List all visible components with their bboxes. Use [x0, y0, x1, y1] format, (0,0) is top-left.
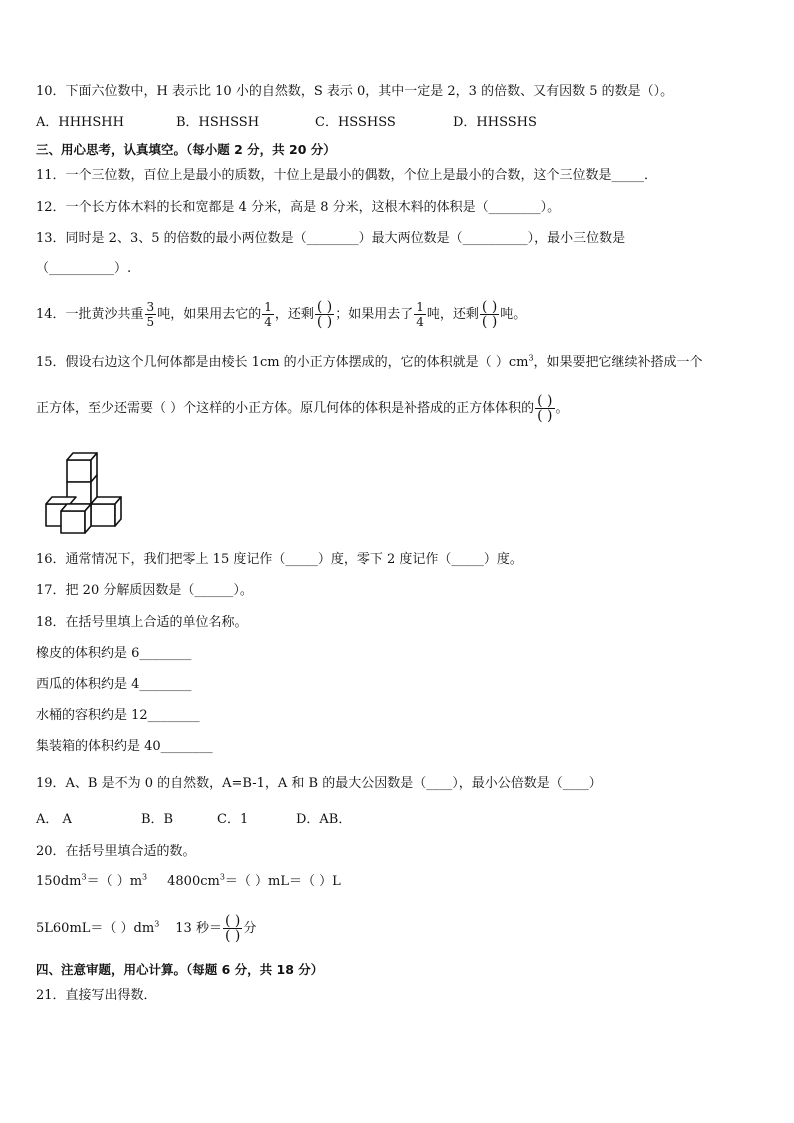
fraction-numerator: 1	[416, 300, 424, 314]
fraction-denominator: 5	[146, 315, 155, 329]
fraction-numerator: ( )	[316, 299, 333, 315]
q20-l1-a: 150dm	[36, 874, 82, 889]
q10-option-a: A．HHHSHH	[36, 115, 124, 130]
q20-l1-d: ＝（ ）mL＝（ ）L	[224, 874, 341, 889]
q14-part3: ，还剩	[274, 307, 314, 322]
q18-title: 18．在括号里填上合适的单位名称。	[36, 615, 248, 630]
q20-line1	[36, 874, 341, 890]
cube-stack-figure	[40, 448, 130, 536]
q21-text: 21．直接写出得数．	[36, 988, 157, 1003]
q14-fraction-3-5	[145, 300, 157, 329]
q20-l1-c: 4800cm	[167, 874, 220, 889]
cube-right	[91, 497, 121, 526]
q15-line1-text: 15．假设右边这个几何体都是由棱长 1cm 的小正方体摆成的，它的体积就是（ ）cm	[36, 355, 529, 370]
q14-part4: ；如果用去了	[335, 307, 414, 322]
q15-line2	[36, 386, 569, 432]
q20-l2-c: 分	[243, 921, 257, 936]
q18-item-bucket: 水桶的容积约是 12________	[36, 708, 200, 723]
q14-part5: 吨，还剩	[426, 307, 479, 322]
section-3-heading: 三、用心思考，认真填空。（每小题 2 分，共 20 分）	[36, 142, 336, 157]
q14-line	[36, 292, 526, 338]
q20-exponent: 3	[219, 872, 225, 882]
q13-text-line1: 13．同时是 2、3、5 的倍数的最小两位数是（________）最大两位数是（__________），最小三位数是	[36, 231, 626, 246]
q10-text: 10．下面六位数中，H 表示比 10 小的自然数，S 表示 0，其中一定是 2，3 的倍数、又有因数 5 的数是（）。	[36, 84, 674, 99]
q19-option-d: D．AB．	[296, 812, 352, 827]
q19-option-c: C．1	[217, 812, 249, 827]
fraction-denominator: ( )	[537, 408, 553, 424]
q15-line1	[36, 355, 703, 371]
q12-text: 12．一个长方体木料的长和宽都是 4 分米，高是 8 分米，这根木料的体积是（________）。	[36, 200, 561, 215]
q14-fraction-1-4	[262, 300, 274, 329]
fraction-numerator: 3	[146, 300, 155, 314]
q14-blank-fraction-1	[315, 300, 334, 329]
q14-part2: 吨，如果用去它的	[157, 307, 262, 322]
q10-option-d: D．HHSSHS	[453, 115, 537, 130]
q20-l1-b: ＝（ ）m	[86, 874, 143, 889]
q20-line2	[36, 906, 256, 952]
q20-exponent: 3	[81, 872, 87, 882]
fraction-numerator: ( )	[481, 299, 498, 315]
fraction-denominator: ( )	[316, 314, 333, 330]
fraction-denominator: ( )	[481, 314, 498, 330]
fraction-denominator: 4	[264, 315, 272, 329]
q14-blank-fraction-2	[480, 300, 499, 329]
section-4-heading: 四、注意审题，用心计算。（每题 6 分，共 18 分）	[36, 962, 324, 977]
cube-top	[67, 453, 97, 482]
q13-text-line2: （__________）.	[36, 261, 132, 276]
q15-line1-tail: ，如果要把它继续补搭成一个	[533, 355, 703, 370]
q19-option-a: A． A	[36, 812, 72, 827]
q20-l2-b: 13 秒＝	[175, 921, 222, 936]
fraction-numerator: 1	[264, 300, 272, 314]
q15-line2-end: 。	[555, 401, 569, 416]
q16-text: 16．通常情况下，我们把零上 15 度记作（_____）度，零下 2 度记作（_____）度。	[36, 552, 523, 567]
q18-item-container: 集装箱的体积约是 40________	[36, 739, 213, 754]
q14-part6: 吨。	[500, 307, 527, 322]
q15-line2-text: 正方体，至少还需要（ ）个这样的小正方体。原几何体的体积是补搭成的正方体体积的	[36, 401, 535, 416]
q20-title: 20．在括号里填合适的数。	[36, 844, 196, 859]
q20-l2-a: 5L60mL＝（ ）dm	[36, 921, 155, 936]
q19-option-b: B．B	[141, 812, 174, 827]
q10-option-c: C．HSSHSS	[315, 115, 396, 130]
q20-exponent: 3	[154, 919, 160, 929]
q15-blank-fraction	[535, 394, 554, 423]
cube-front	[61, 504, 91, 533]
fraction-denominator: ( )	[224, 928, 241, 944]
q15-cube-exponent: 3	[528, 353, 534, 363]
q10-option-b: B．HSHSSH	[176, 115, 260, 130]
fraction-numerator: ( )	[224, 913, 241, 929]
q19-text: 19．A、B 是不为 0 的自然数，A=B-1，A 和 B 的最大公因数是（____），最小公倍数是（____）	[36, 776, 602, 791]
q20-blank-fraction	[223, 914, 242, 943]
fraction-denominator: 4	[416, 315, 424, 329]
fraction-numerator: ( )	[537, 393, 553, 409]
q14-fraction-1-4-b	[414, 300, 426, 329]
q14-part1: 14．一批黄沙共重	[36, 307, 144, 322]
q18-item-eraser: 橡皮的体积约是 6________	[36, 646, 192, 661]
q18-item-watermelon: 西瓜的体积约是 4________	[36, 677, 192, 692]
q20-exponent: 3	[142, 872, 148, 882]
q17-text: 17．把 20 分解质因数是（______）。	[36, 583, 253, 598]
q11-text: 11．一个三位数，百位上是最小的质数，十位上是最小的偶数，个位上是最小的合数，这个三位数是_____．	[36, 168, 658, 183]
